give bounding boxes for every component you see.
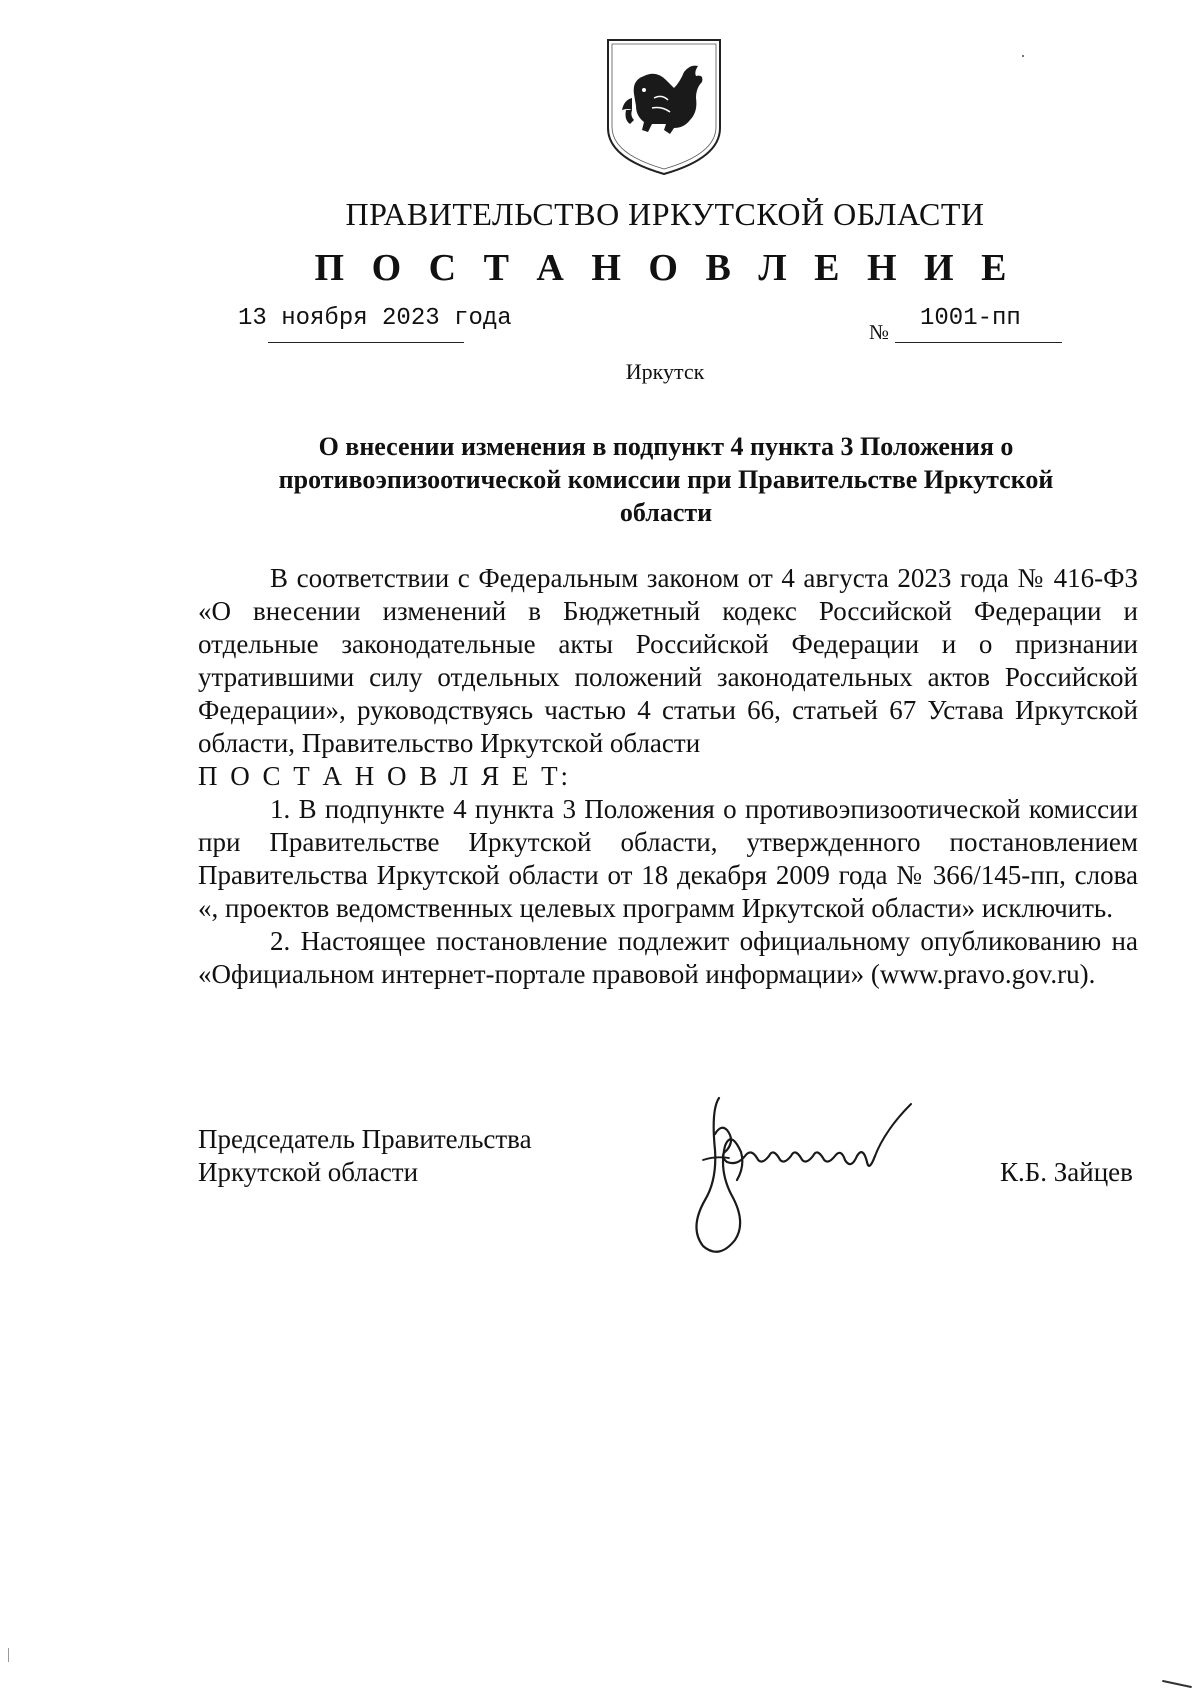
number-sign: № bbox=[869, 320, 890, 344]
signer-position bbox=[198, 1123, 532, 1189]
signer-position-line-1: Председатель Правительства bbox=[198, 1124, 532, 1154]
document-title: О внесении изменения в подпункт 4 пункта 3 Положения о противоэпизоотической комиссии при Правительстве Иркутской области bbox=[278, 432, 1054, 527]
document-type: П О С Т А Н О В Л Е Н И Е bbox=[314, 247, 1016, 289]
scan-artifact-top-right bbox=[1022, 55, 1024, 57]
scan-artifact-bottom-right bbox=[1162, 1680, 1192, 1688]
document-number: 1001-пп bbox=[920, 305, 1021, 332]
decree-verb: П О С Т А Н О В Л Я Е Т: bbox=[198, 761, 572, 791]
item-2-paragraph: 2. Настоящее постановление подлежит официальному опубликованию на «Официальном интернет-портале правовой информации» (www.pravo.gov.ru). bbox=[198, 926, 1138, 989]
government-name: ПРАВИТЕЛЬСТВО ИРКУТСКОЙ ОБЛАСТИ bbox=[345, 196, 985, 232]
document-date: 13 ноября 2023 года bbox=[238, 305, 512, 332]
signer-name: К.Б. Зайцев bbox=[1000, 1157, 1133, 1187]
irkutsk-coat-of-arms-icon bbox=[604, 36, 724, 178]
city-name: Иркутск bbox=[625, 359, 705, 384]
number-underline bbox=[895, 342, 1062, 343]
handwritten-signature-icon bbox=[675, 1090, 955, 1260]
scan-artifact-bottom-left bbox=[8, 1648, 9, 1662]
preamble-paragraph: В соответствии с Федеральным законом от 4 августа 2023 года № 416-ФЗ «О внесении изменений в Бюджетный кодекс Российской Федерации и отдельные законодательные акты Российской Федерации и о признании утратившими силу отдельных положений законодательных актов Российской Федерации», руководствуясь частью 4 статьи 66, статьей 67 Устава Иркутской области, Правительство Иркутской области bbox=[198, 563, 1138, 758]
document-body bbox=[198, 562, 1138, 991]
signer-position-line-2: Иркутской области bbox=[198, 1157, 419, 1187]
date-underline bbox=[268, 342, 464, 343]
item-1-paragraph: 1. В подпункте 4 пункта 3 Положения о противоэпизоотической комиссии при Правительстве Иркутской области, утвержденного постановлением Правительства Иркутской области от 18 декабря 2009 года № 366/145-пп, слова «, проектов ведомственных целевых программ Иркутской области» исключить. bbox=[198, 794, 1138, 923]
